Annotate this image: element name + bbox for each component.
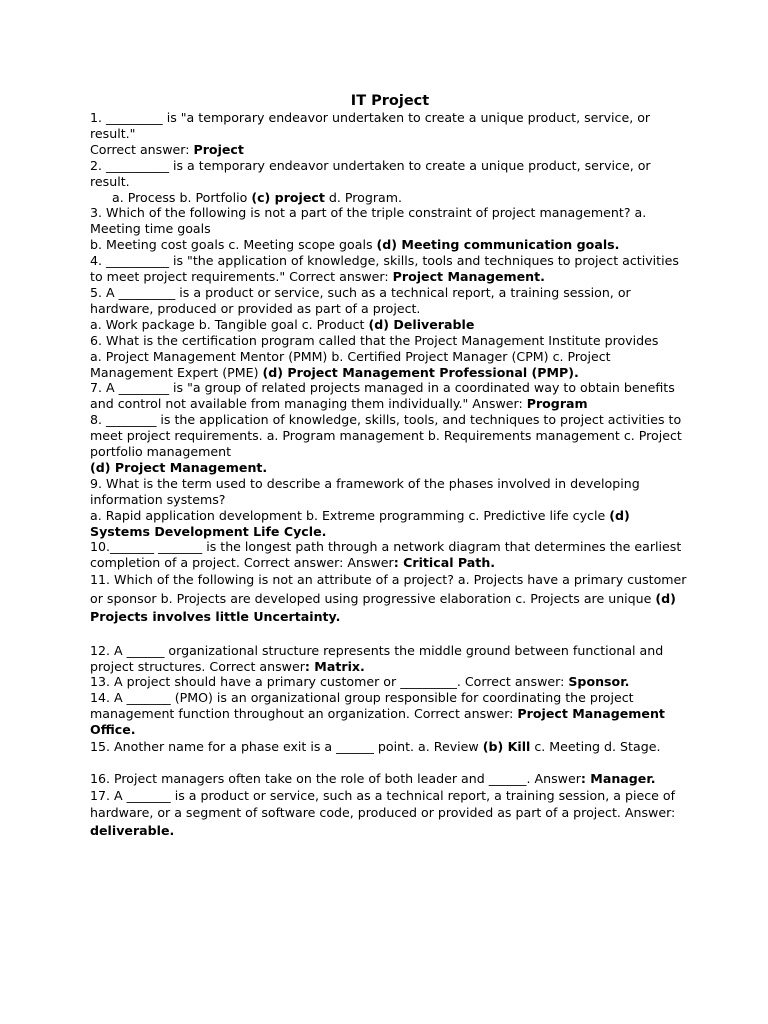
options-text: a. Rapid application development b. Extreme programming c. Predictive life cycle	[90, 507, 610, 523]
question-text: 15. Another name for a phase exit is a ______ point. a. Review	[90, 739, 483, 755]
question-4	[90, 253, 690, 285]
question-text: 16. Project managers often take on the role of both leader and ______. Answer	[90, 771, 581, 786]
answer-8	[90, 460, 690, 476]
question-text: 2. __________ is a temporary endeavor undertaken to create a unique product, service, or result.	[90, 157, 651, 189]
question-2	[90, 158, 690, 190]
question-8	[90, 412, 690, 460]
options-text: a. Work package b. Tangible goal c. Product	[90, 316, 369, 332]
answer-text: (d) Systems Development Life Cycle.	[90, 507, 630, 539]
document-page	[90, 92, 690, 839]
question-9	[90, 476, 690, 508]
options-9	[90, 508, 690, 540]
question-text: 10._______ _______ is the longest path through a network diagram that determines the earliest completion of a project. Correct answer: Answer	[90, 539, 682, 571]
answer-text: (b) Kill	[482, 739, 531, 755]
question-text: 1. _________ is "a temporary endeavor undertaken to create a unique product, service, or result."	[90, 110, 651, 141]
blank-line	[90, 627, 690, 643]
question-11	[90, 571, 690, 627]
answer-prefix: Correct answer:	[90, 141, 194, 157]
question-text: 3. Which of the following is not a part of the triple constraint of project management? a. Meeting time goals	[90, 205, 647, 237]
page-title: IT Project	[350, 93, 430, 109]
answer-text: Program	[526, 396, 588, 412]
blank-line	[90, 755, 690, 771]
options-text: c. Meeting d. Stage.	[530, 739, 661, 755]
question-1	[90, 110, 690, 142]
question-14	[90, 690, 690, 738]
options-text: a. Project Management Mentor (PMM) b. Certified Project Manager (CPM) c. Project Management Expert (PME)	[90, 348, 611, 380]
question-6	[90, 333, 690, 349]
answer-text: deliverable.	[90, 822, 175, 838]
options-text: b. Meeting cost goals c. Meeting scope goals	[90, 237, 377, 253]
question-text: 17. A _______ is a product or service, such as a technical report, a training session, a piece of hardware, or a segment of software code, produced or provided as part of a project. Answer:	[90, 787, 676, 821]
answer-text: (d) Meeting communication goals.	[376, 237, 620, 253]
answer-text: (c) project	[251, 189, 325, 205]
question-12	[90, 643, 690, 675]
answer-text: : Critical Path.	[393, 555, 496, 571]
answer-text: (d) Project Management.	[90, 459, 268, 475]
question-text: 11. Which of the following is not an attribute of a project? a. Projects have a primary customer or sponsor b. Projects are developed using progressive elaboration c. Projects are unique	[90, 572, 687, 606]
options-6	[90, 349, 690, 381]
options-text: d. Program.	[324, 189, 403, 205]
answer-text: Project	[193, 141, 244, 157]
answer-text: Project Management Office.	[90, 706, 665, 738]
options-3	[90, 237, 690, 253]
options-text: a. Process b. Portfolio	[112, 189, 252, 205]
question-text: 9. What is the term used to describe a framework of the phases involved in developing information systems?	[90, 475, 640, 507]
question-5	[90, 285, 690, 317]
question-17	[90, 787, 690, 840]
answer-text: : Matrix.	[304, 658, 365, 674]
question-text: 13. A project should have a primary customer or _________. Correct answer:	[90, 674, 569, 690]
question-16	[90, 771, 690, 787]
answer-text: (d) Project Management Professional (PMP).	[262, 364, 579, 380]
options-2	[90, 190, 690, 206]
answer-text: : Manager.	[580, 771, 656, 786]
question-15	[90, 738, 690, 755]
question-text: 6. What is the certification program called that the Project Management Institute provides	[90, 332, 659, 348]
question-10	[90, 539, 690, 571]
question-7	[90, 380, 690, 412]
question-text: 12. A ______ organizational structure represents the middle ground between functional and project structures. Correct answer	[90, 642, 664, 674]
question-text: 5. A _________ is a product or service, such as a technical report, a training session, or hardware, produced or provided as part of a project.	[90, 284, 631, 316]
answer-text: (d) Deliverable	[368, 316, 475, 332]
options-5	[90, 317, 690, 333]
answer-1	[90, 142, 690, 158]
question-text: 7. A ________ is "a group of related projects managed in a coordinated way to obtain benefits and control not available from managing them individually." Answer:	[90, 380, 675, 412]
question-3	[90, 205, 690, 237]
answer-text: Project Management.	[392, 269, 545, 285]
question-13	[90, 674, 690, 690]
question-text: 8. ________ is the application of knowledge, skills, tools, and techniques to project activities to meet project requirements. a. Program management b. Requirements management c. Project portfolio management	[90, 412, 682, 460]
question-text: 4. __________ is "the application of knowledge, skills, tools and techniques to project activities to meet project requirements." Correct answer:	[90, 253, 679, 285]
answer-text: (d) Projects involves little Uncertainty.	[90, 590, 676, 625]
question-text: 14. A _______ (PMO) is an organizational group responsible for coordinating the project management function throughout an organization. Correct answer:	[90, 690, 634, 722]
answer-text: Sponsor.	[568, 674, 630, 690]
